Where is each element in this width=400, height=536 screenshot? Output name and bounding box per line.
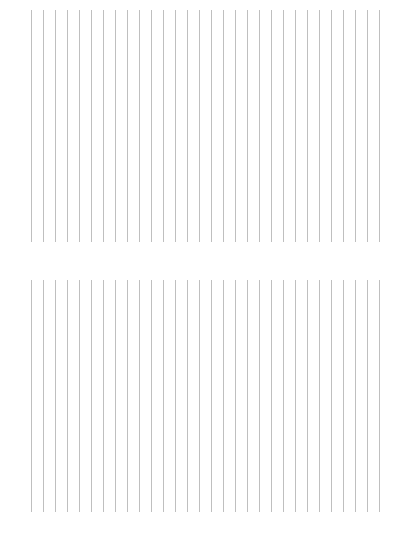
upper-text-content: [20, 10, 21, 11]
lower-text-block: [20, 280, 380, 512]
upper-text-block: [20, 10, 380, 242]
lower-text-content: [20, 280, 21, 281]
